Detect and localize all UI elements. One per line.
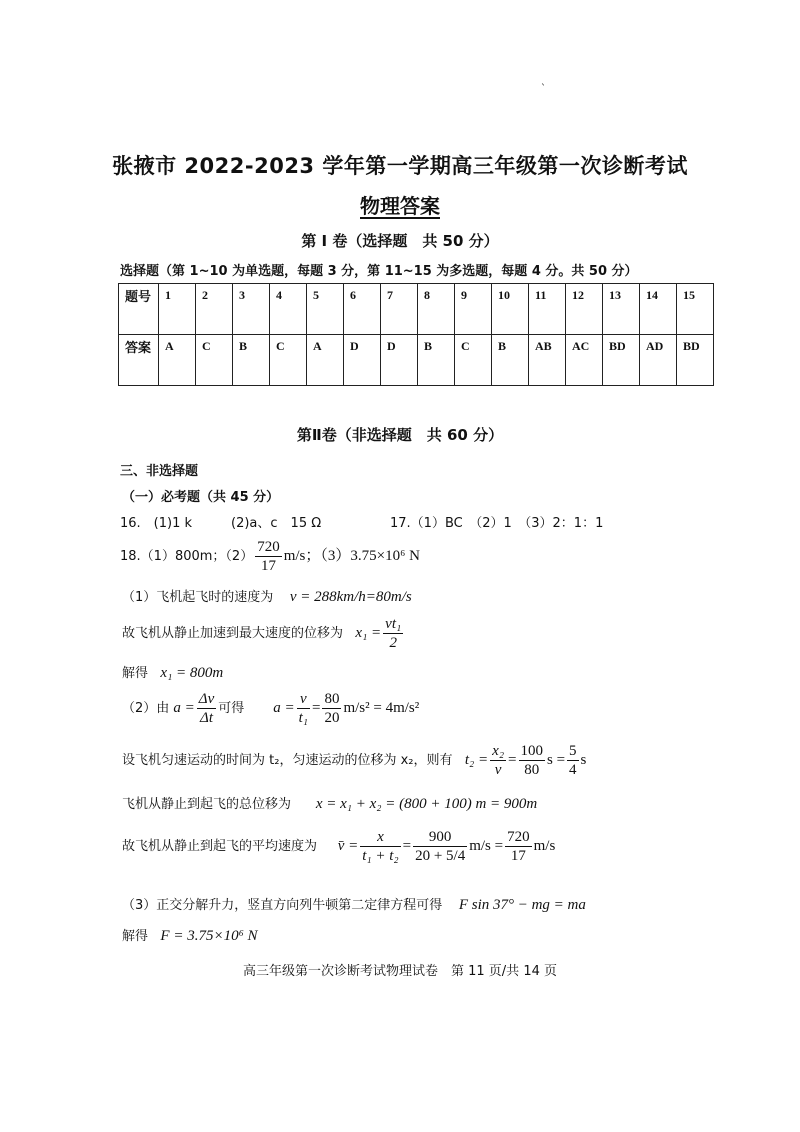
page-footer: 高三年级第一次诊断考试物理试卷 第 11 页/共 14 页	[243, 964, 557, 979]
table-cell: D	[344, 335, 381, 386]
table-cell: C	[455, 335, 492, 386]
table-cell: 11	[529, 284, 566, 335]
table-cell: 7	[381, 284, 418, 335]
section-heading: 三、非选择题	[120, 464, 199, 479]
table-cell: D	[381, 335, 418, 386]
solution-step-1: （1）飞机起飞时的速度为 v = 288km/h=80m/s	[122, 589, 412, 605]
part1-heading: 第 I 卷（选择题 共 50 分）	[301, 232, 499, 250]
part1-instruction: 选择题（第 1~10 为单选题，每题 3 分，第 11~15 为多选题，每题 4 分。共 50 分）	[120, 264, 638, 279]
table-cell: C	[196, 335, 233, 386]
table-cell: BD	[677, 335, 714, 386]
table-cell: AD	[640, 335, 677, 386]
table-cell: 14	[640, 284, 677, 335]
table-row-numbers	[119, 284, 714, 335]
table-cell: AC	[566, 335, 603, 386]
part2-heading: 第Ⅱ卷（非选择题 共 60 分）	[296, 426, 504, 444]
solution-step-8: （3）正交分解升力，竖直方向列牛顿第二定律方程可得 F sin 37° − mg = ma	[122, 897, 586, 913]
answer-18-summary: 18.（1）800m；（2） $\frac{720}{17}$ m/s；（3）3.75×10⁶ N	[120, 539, 420, 574]
table-cell: BD	[603, 335, 640, 386]
table-cell: A	[159, 335, 196, 386]
answer-17: 17.（1）BC （2）1 （3）2：1：1	[390, 516, 604, 531]
solution-step-9: 解得 F = 3.75×10⁶ N	[122, 928, 258, 944]
table-cell: A	[307, 335, 344, 386]
table-cell: 6	[344, 284, 381, 335]
solution-step-4: （2）由 a = $\frac{\Delta v}{\Delta t}$ 可得 a = $\frac{v}{\text{t₁}}$ = $\frac{80}{20}$ m/s² = 4m/s²	[122, 691, 420, 726]
table-cell: AB	[529, 335, 566, 386]
table-cell: 12	[566, 284, 603, 335]
solution-step-2: 故飞机从静止加速到最大速度的位移为 x₁ = $\frac{\text{vt₁}}{2}$	[122, 616, 402, 651]
table-cell: 2	[196, 284, 233, 335]
table-cell: 15	[677, 284, 714, 335]
solution-step-3: 解得 x₁ = 800m	[122, 665, 224, 681]
table-cell: 13	[603, 284, 640, 335]
row-label-answer: 答案	[119, 335, 159, 386]
table-cell: 5	[307, 284, 344, 335]
scan-mark: `	[541, 84, 546, 95]
table-cell: 10	[492, 284, 529, 335]
answer-table	[118, 283, 714, 386]
table-cell: B	[233, 335, 270, 386]
solution-step-6: 飞机从静止到起飞的总位移为 x = x₁ + x₂ = (800 + 100) m = 900m	[122, 796, 538, 812]
table-cell: C	[270, 335, 307, 386]
subsection-heading: （一）必考题（共 45 分）	[122, 490, 280, 505]
row-label-number: 题号	[119, 284, 159, 335]
table-cell: B	[492, 335, 529, 386]
table-cell: 4	[270, 284, 307, 335]
table-cell: 9	[455, 284, 492, 335]
solution-step-7: 故飞机从静止到起飞的平均速度为 v̄ = $\frac{x}{\text{t₁ + t₂}}$ = $\frac{900}{20 + 5/4}$ m/s = $\frac{720}{17}$ m/s	[122, 829, 556, 864]
answer-16: 16. (1)1 k (2)a、c 15 Ω	[120, 516, 322, 531]
solution-step-5: 设飞机匀速运动的时间为 t₂，匀速运动的位移为 x₂，则有 t₂ = $\frac{\text{x₂}}{v}$ = $\frac{100}{80}$ s = $\frac{5}{4}$ s	[122, 743, 587, 778]
table-cell: 8	[418, 284, 455, 335]
page-title: 张掖市 2022-2023 学年第一学期高三年级第一次诊断考试	[112, 154, 688, 178]
page-subtitle: 物理答案	[360, 194, 440, 218]
table-cell: 1	[159, 284, 196, 335]
table-cell: 3	[233, 284, 270, 335]
table-cell: B	[418, 335, 455, 386]
table-row-answers	[119, 335, 714, 386]
